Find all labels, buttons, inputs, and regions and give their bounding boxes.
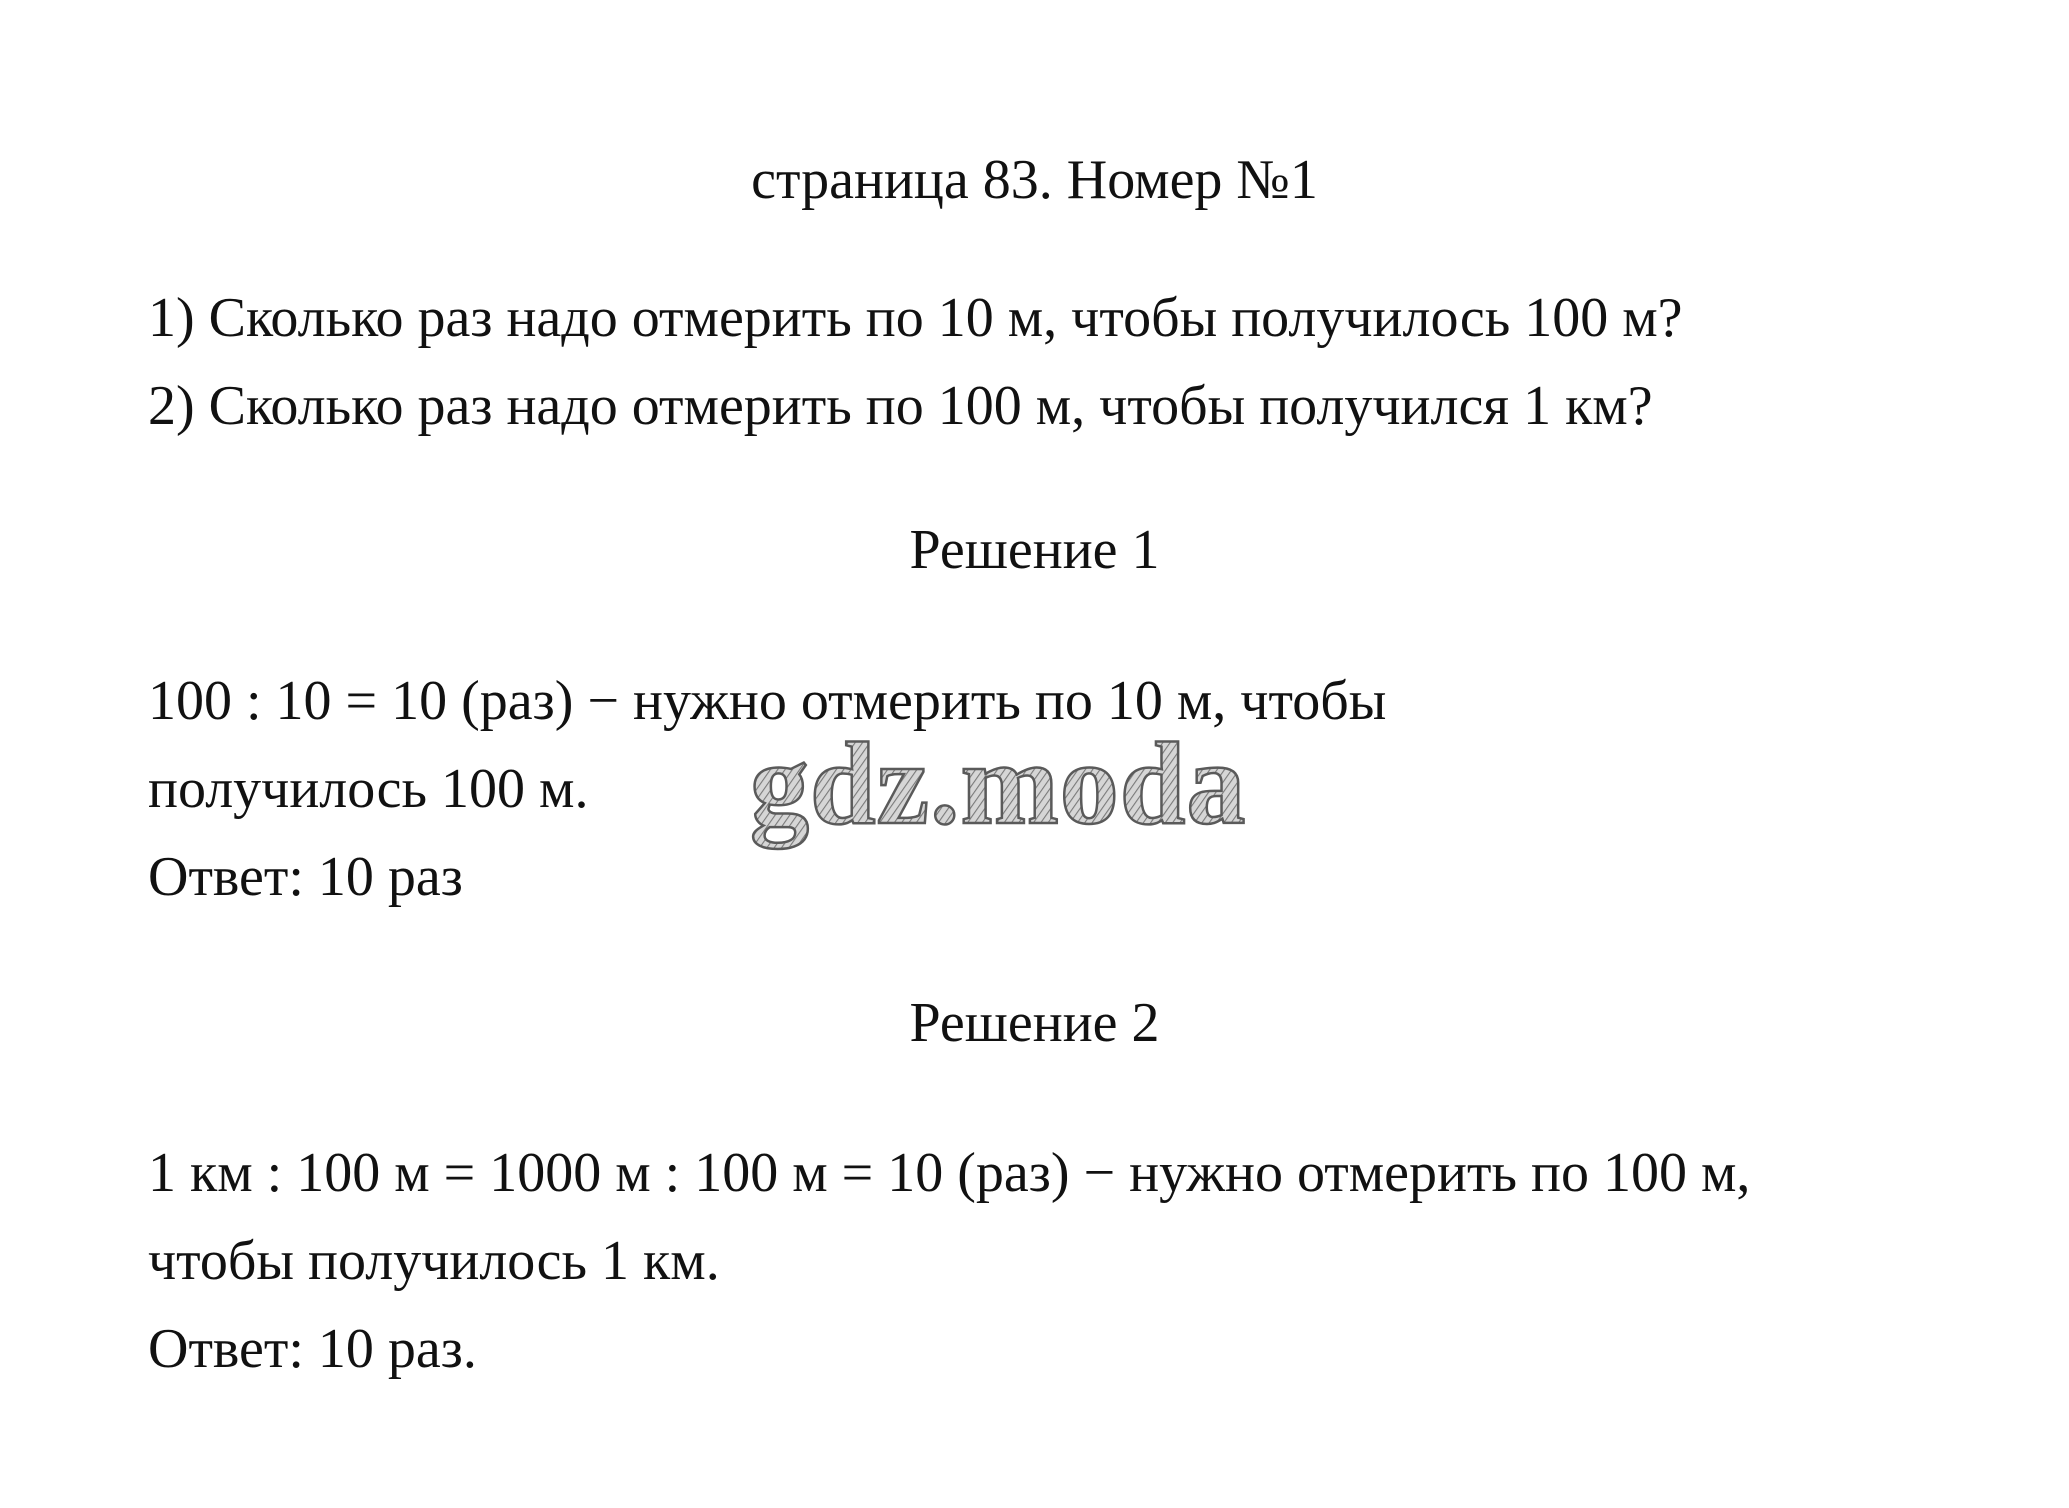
- solution-1-line-2: получилось 100 м.: [148, 758, 589, 820]
- solution-2-answer: Ответ: 10 раз.: [148, 1318, 477, 1380]
- page-title: страница 83. Номер №1: [751, 149, 1318, 211]
- question-2: 2) Сколько раз надо отмерить по 100 м, чтобы получился 1 км?: [148, 375, 1653, 437]
- solution-2-line-2: чтобы получилось 1 км.: [148, 1230, 720, 1292]
- solution-1-line-1: 100 : 10 = 10 (раз) − нужно отмерить по 10 м, чтобы: [148, 670, 1387, 732]
- solution-2-line-1: 1 км : 100 м = 1000 м : 100 м = 10 (раз) − нужно отмерить по 100 м,: [148, 1142, 1751, 1204]
- watermark-text: gdz.moda: [750, 718, 1247, 849]
- solution-2-heading: Решение 2: [909, 992, 1160, 1054]
- watermark-logo: [742, 715, 1322, 865]
- question-1: 1) Сколько раз надо отмерить по 10 м, чтобы получилось 100 м?: [148, 287, 1683, 349]
- solution-1-heading: Решение 1: [909, 519, 1160, 581]
- solution-1-answer: Ответ: 10 раз: [148, 846, 463, 908]
